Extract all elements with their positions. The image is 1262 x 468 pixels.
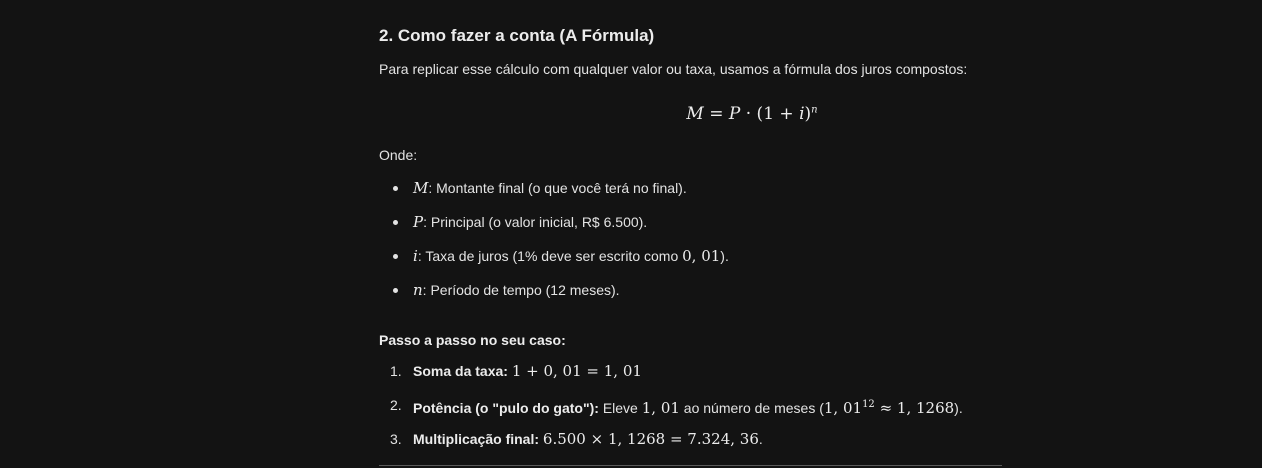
list-item xyxy=(379,357,963,391)
formula-exponent: n xyxy=(811,104,818,116)
definitions-list xyxy=(379,174,729,310)
intro-paragraph: Para replicar esse cálculo com qualquer valor ou taxa, usamos a fórmula dos juros compostos: xyxy=(379,61,968,77)
step-text-after: . xyxy=(758,431,763,447)
step-text-after: ). xyxy=(954,400,963,416)
response-content xyxy=(379,0,1002,468)
step-text: Eleve xyxy=(598,400,642,416)
step-math: 1 + 0, 01 = 1, 01 xyxy=(511,362,642,380)
step-number: 2. xyxy=(390,397,402,413)
formula-i: i xyxy=(799,104,805,124)
definition-text: : Principal (o valor inicial, R$ 6.500). xyxy=(423,214,648,230)
list-item xyxy=(379,208,729,242)
step-number: 1. xyxy=(390,363,402,379)
step-number: 3. xyxy=(390,431,402,447)
definition-text-after: ). xyxy=(720,248,729,264)
step-label: Multiplicação final: xyxy=(413,431,540,447)
bullet-icon xyxy=(393,186,398,191)
definition-symbol: M xyxy=(413,179,429,197)
steps-heading: Passo a passo no seu caso: xyxy=(379,332,566,348)
steps-list xyxy=(379,357,963,459)
definition-symbol: n xyxy=(413,281,423,299)
bullet-icon xyxy=(393,288,398,293)
step-math: 6.500 × 1, 1268 = 7.324, 36 xyxy=(542,430,759,448)
power-base: 1, 01 xyxy=(823,399,863,417)
definition-symbol: P xyxy=(413,213,424,231)
power-result: ≈ 1, 1268 xyxy=(874,399,955,417)
formula-p: P xyxy=(728,104,741,124)
bullet-icon xyxy=(393,254,398,259)
formula-eq: = xyxy=(703,104,729,124)
definition-symbol: i xyxy=(413,247,418,265)
definition-text: : Montante final (o que você terá no final). xyxy=(428,180,687,196)
step-text-mid: ao número de meses ( xyxy=(679,400,824,416)
bullet-icon xyxy=(393,220,398,225)
section-heading: 2. Como fazer a conta (A Fórmula) xyxy=(379,26,655,45)
power-exponent: 12 xyxy=(862,399,875,410)
formula-dot: · (1 + xyxy=(740,104,800,124)
definition-math: 0, 01 xyxy=(682,247,721,265)
list-item xyxy=(379,242,729,276)
list-item xyxy=(379,174,729,208)
definition-text: : Período de tempo (12 meses). xyxy=(422,282,620,298)
step-label: Potência (o "pulo do gato"): xyxy=(413,400,599,416)
formula-m: M xyxy=(686,104,704,124)
step-label: Soma da taxa: xyxy=(413,363,508,379)
step-math-power xyxy=(824,399,954,417)
list-item xyxy=(379,425,963,459)
formula-close: ) xyxy=(804,104,812,124)
definition-text: : Taxa de juros (1% deve ser escrito como xyxy=(417,248,683,264)
compound-interest-formula xyxy=(379,104,1125,124)
where-label: Onde: xyxy=(379,147,418,163)
list-item xyxy=(379,276,729,310)
section-divider xyxy=(379,465,1002,466)
list-item xyxy=(379,391,963,425)
step-math: 1, 01 xyxy=(641,399,680,417)
